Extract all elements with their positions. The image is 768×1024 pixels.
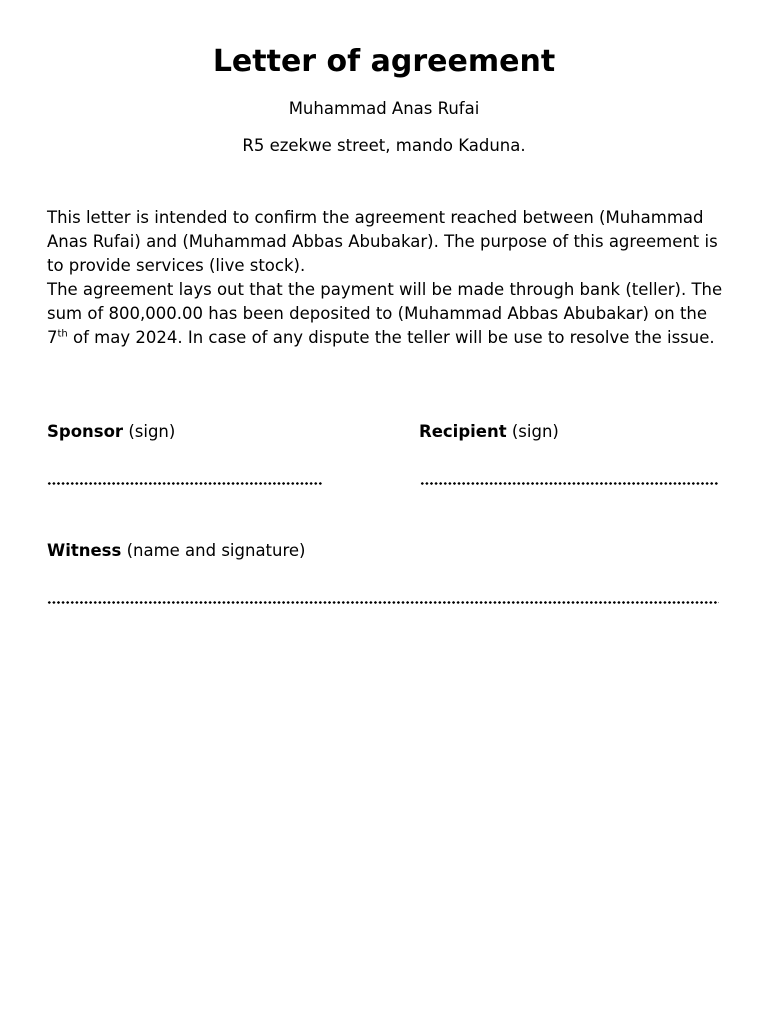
recipient-label-hint: (sign) xyxy=(506,422,559,441)
sponsor-label-hint: (sign) xyxy=(123,422,176,441)
agreement-paragraph-payment xyxy=(47,278,727,350)
witness-signature-line xyxy=(47,601,719,604)
date-ordinal-suffix: th xyxy=(57,328,68,340)
recipient-signature-line xyxy=(420,482,718,485)
document-title: Letter of agreement xyxy=(212,44,556,79)
payment-text-start: The agreement lays out that the payment will be made through bank (teller). The sum of 800,000.00 has been deposited to (Muhammad Abbas Abubakar) on the 7 xyxy=(47,280,723,347)
witness-signature-label xyxy=(47,540,306,562)
recipient-label-bold: Recipient xyxy=(419,422,507,441)
recipient-signature-label xyxy=(419,421,559,443)
sponsor-label-bold: Sponsor xyxy=(47,422,124,441)
sponsor-signature-label xyxy=(47,421,175,443)
agreement-paragraph-purpose: This letter is intended to confirm the agreement reached between (Muhammad Anas Rufai) and (Muhammad Abbas Abubakar). The purpose of this agreement is to provide services (live stock). xyxy=(47,208,718,275)
witness-label-hint: (name and signature) xyxy=(121,541,306,560)
sponsor-signature-line xyxy=(47,482,322,485)
author-address: R5 ezekwe street, mando Kaduna. xyxy=(242,136,526,155)
payment-text-end: of may 2024. In case of any dispute the teller will be use to resolve the issue. xyxy=(67,328,715,347)
agreement-body xyxy=(47,206,727,350)
author-name: Muhammad Anas Rufai xyxy=(288,99,480,118)
witness-label-bold: Witness xyxy=(47,541,122,560)
